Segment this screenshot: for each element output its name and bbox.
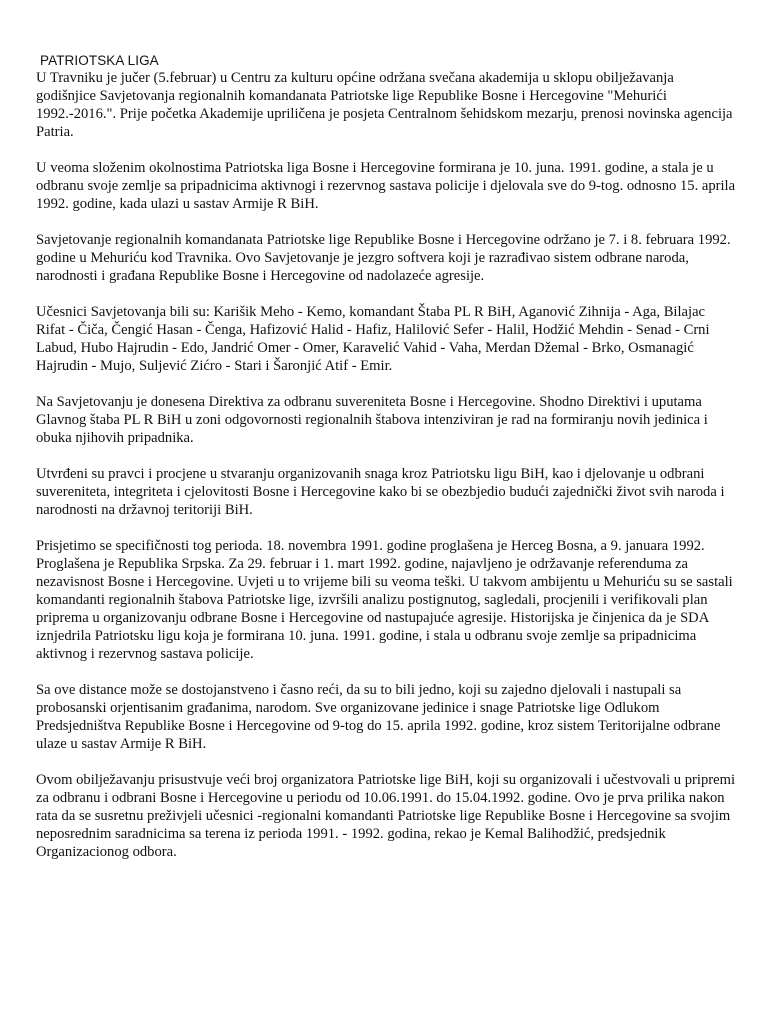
paragraph-9: Ovom obilježavanju prisustvuje veći broj organizatora Patriotske lige BiH, koji su organizovali i učestvovali u pripremi za odbranu i odbrani Bosne i Hercegovine u periodu od 10.06.1991. do 15.04.1992. godine. Ovo je prva prilika nakon rata da se susretnu preživjeli učesnici -regionalni komandanti Patriotske lige Republike Bosne i Hercegovine sa svojim neposrednim saradnicima sa terena iz perioda 1991. - 1992. godina, rekao je Kemal Balihodžić, predsjednik Organizacionog odbora. <box>36 772 735 860</box>
document-title: PATRIOTSKA LIGA <box>40 53 159 68</box>
paragraph-7: Prisjetimo se specifičnosti tog perioda. 18. novembra 1991. godine proglašena je Herceg Bosna, a 9. januara 1992. Proglašena je Republika Srpska. Za 29. februar i 1. mart 1992. godine, najavljeno je održavanje referenduma za nezavisnost Bosne i Hercegovine. Uvjeti u to vrijeme bili su veoma teški. U takvom ambijentu u Mehuriću su se sastali komandanti regionalnih štabova Patriotske lige, izvršili analizu postignutog, sagledali, procjenili i verifikovali plan priprema u organizovanju odbrane Bosne i Hercegovine od nastupajuće agresije. Historijska je činjenica da je SDA iznjedrila Patriotsku ligu koja je formirana 10. juna. 1991. godine, i stala u odbranu svoje zemlje sa pripadnicima aktivnog i rezervnog sastava policije. <box>36 538 733 662</box>
paragraph-1: U Travniku je jučer (5.februar) u Centru za kulturu općine održana svečana akademija u sklopu obilježavanja godišnjice Savjetovanja regionalnih komandanata Patriotske lige Republike Bosne i Hercegovine "Mehurići 1992.-2016.". Prije početka Akademije upriličena je posjeta Centralnom šehidskom mezarju, prenosi novinska agencija Patria. <box>36 70 733 140</box>
paragraph-4: Učesnici Savjetovanja bili su: Karišik Meho - Kemo, komandant Štaba PL R BiH, Aganović Zihnija - Aga, Bilajac Rifat - Čiča, Čengić Hasan - Čenga, Hafizović Halid - Hafiz, Halilović Sefer - Halil, Hodžić Mehdin - Senad - Crni Labud, Hubo Hajrudin - Edo, Jandrić Omer - Omer, Karavelić Vahid - Vaha, Merdan Džemal - Brko, Osmanagić Hajrudin - Mujo, Suljević Zićro - Stari i Šaronjić Atif - Emir. <box>36 304 710 374</box>
paragraph-6: Utvrđeni su pravci i procjene u stvaranju organizovanih snaga kroz Patriotsku ligu BiH, kao i djelovanje u odbrani suvereniteta, integriteta i cjelovitosti Bosne i Hercegovine kako bi se obezbjedio budući zajednički život svih naroda i narodnosti na državnoj teritoriji BiH. <box>36 466 725 518</box>
paragraph-2: U veoma složenim okolnostima Patriotska liga Bosne i Hercegovine formirana je 10. juna. 1991. godine, a stala je u odbranu svoje zemlje sa pripadnicima aktivnogi i rezervnog sastava policije i djelovala sve do 9-tog. odnosno 15. aprila 1992. godine, kada ulazi u sastav Armije R BiH. <box>36 160 736 212</box>
document-page <box>36 52 736 879</box>
paragraph-3: Savjetovanje regionalnih komandanata Patriotske lige Republike Bosne i Hercegovine održano je 7. i 8. februara 1992. godine u Mehuriću kod Travnika. Ovo Savjetovanje je jezgro softvera koji je razrađivao sistem odbrane naroda, narodnosti i građana Republike Bosne i Hercegovine od nadolazeće agresije. <box>36 232 731 284</box>
paragraph-8: Sa ove distance može se dostojanstveno i časno reći, da su to bili jedno, koji su zajedno djelovali i nastupali sa probosanski orjentisanim građanima, narodom. Sve organizovane jedinice i snage Patriotske lige Odlukom Predsjedništva Republike Bosne i Hercegovine od 9-tog do 15. aprila 1992. godine, kroz sistem Teritorijalne odbrane ulaze u sastav Armije R BiH. <box>36 682 721 752</box>
paragraph-5: Na Savjetovanju je donesena Direktiva za odbranu suvereniteta Bosne i Hercegovine. Shodno Direktivi i uputama Glavnog štaba PL R BiH u zoni odgovornosti regionalnih štabova intenziviran je rad na formiranju novih jedinica i obuka njihovih pripadnika. <box>36 394 708 446</box>
